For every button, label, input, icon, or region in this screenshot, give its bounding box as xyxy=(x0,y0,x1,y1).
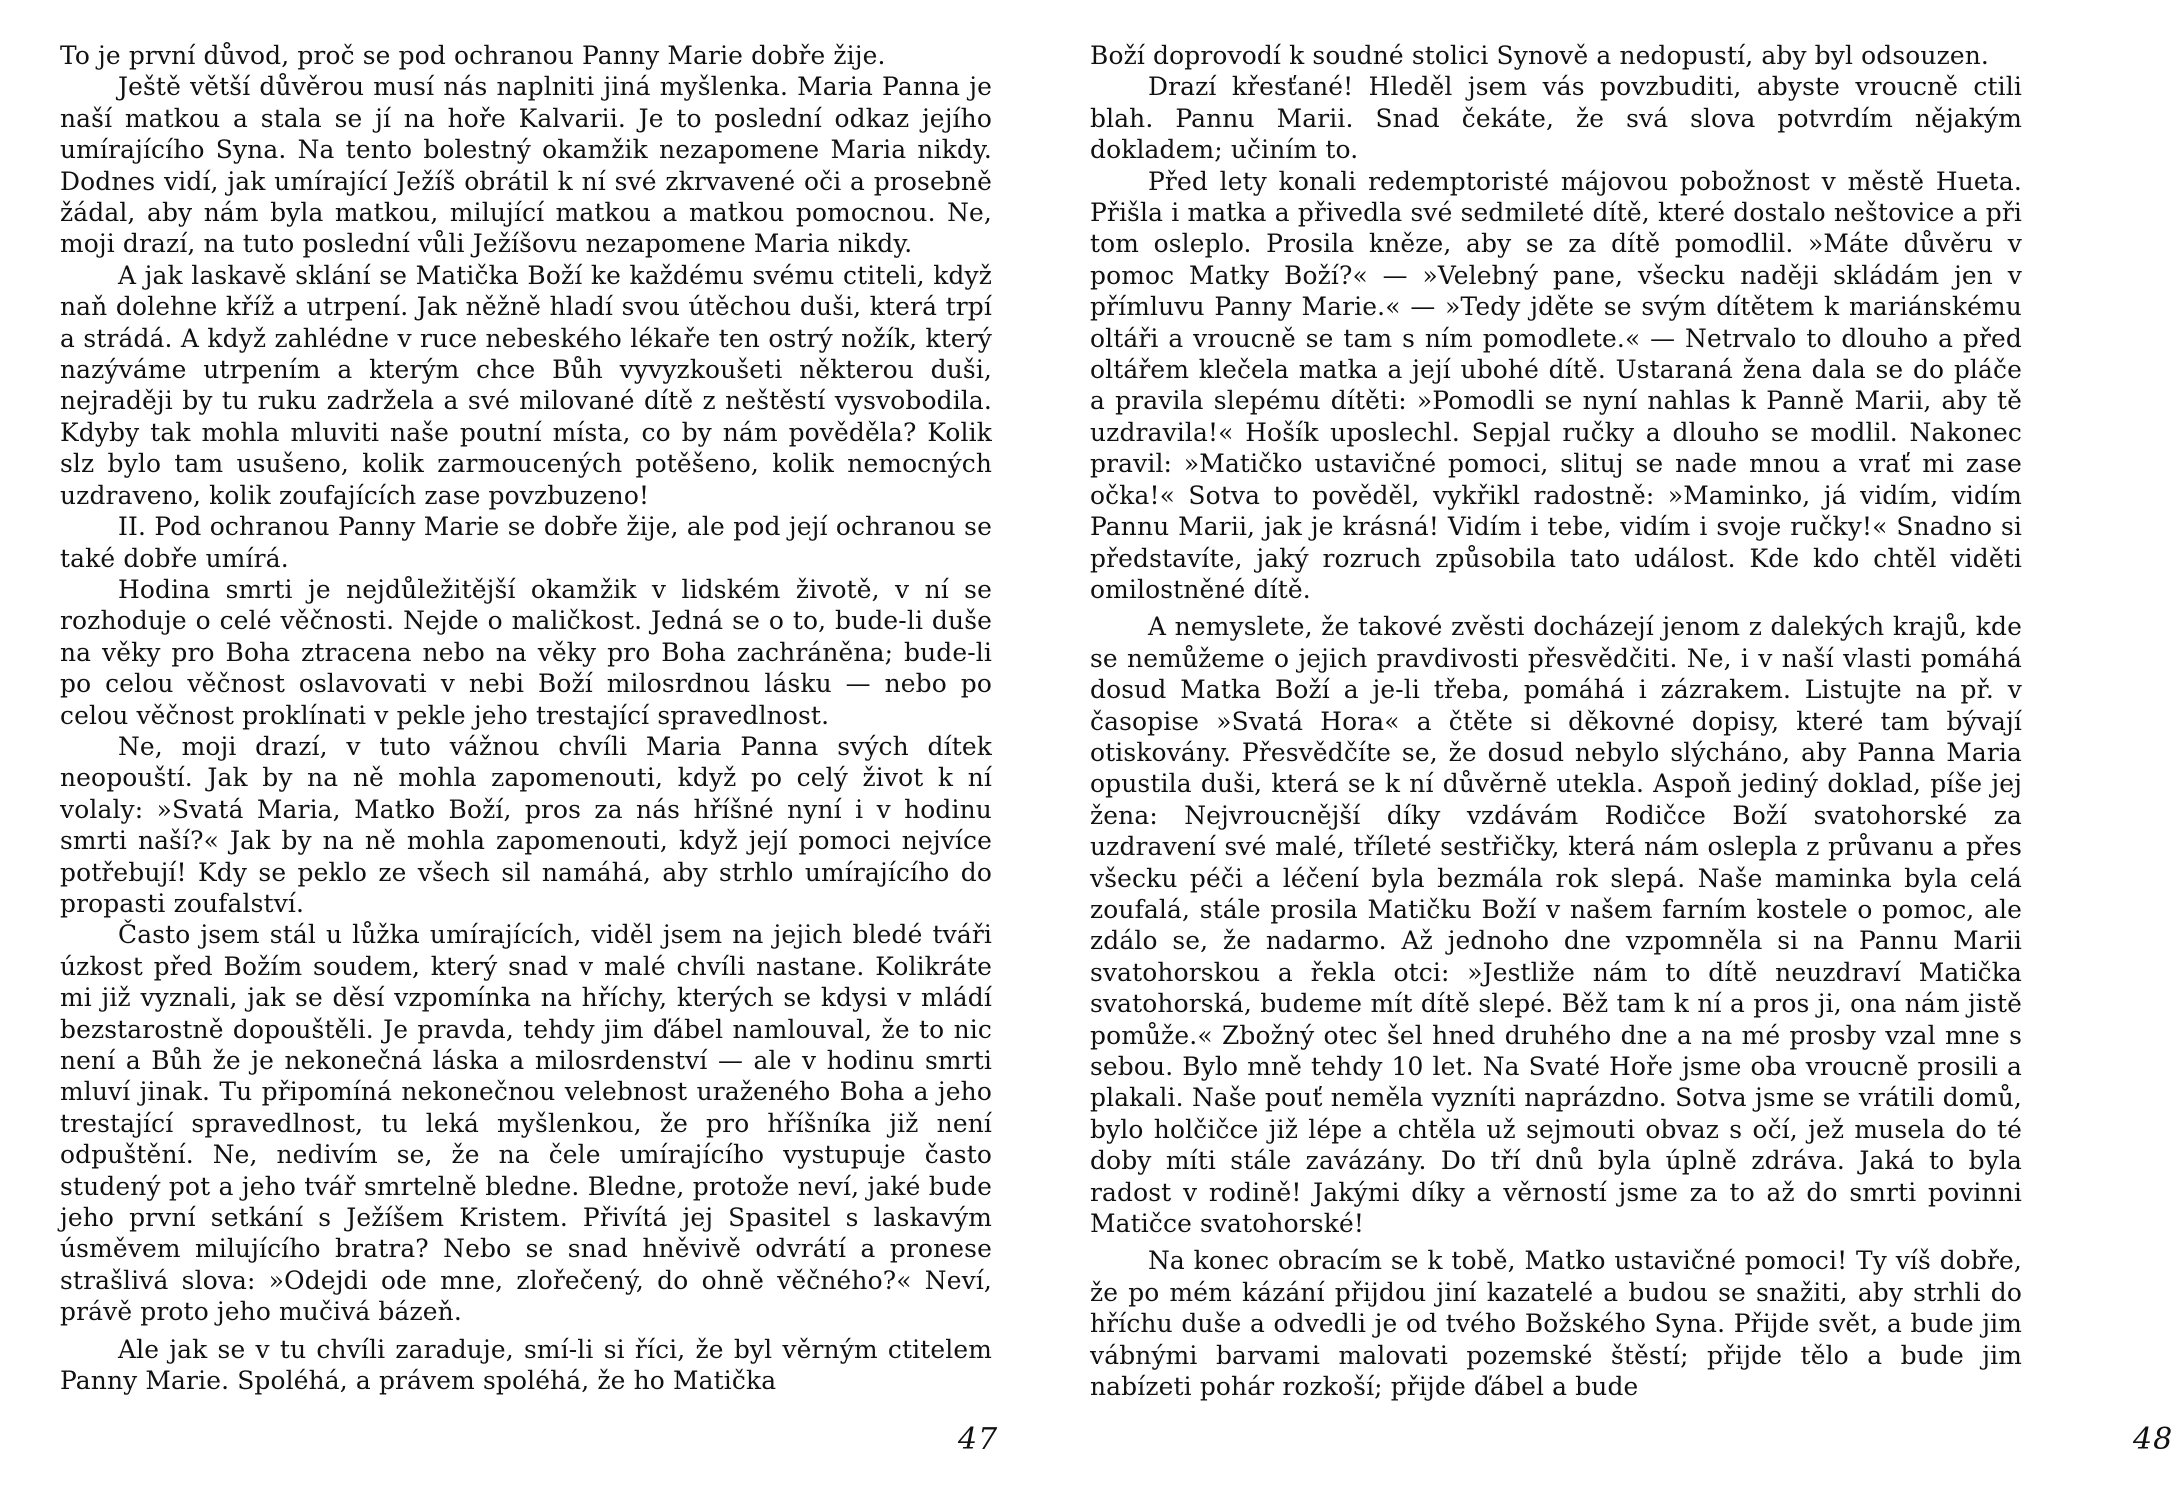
right-page xyxy=(1039,0,2173,1500)
page-number: 48 xyxy=(2133,1422,2173,1457)
paragraph: Na konec obracím se k tobě, Matko ustavičné pomoci! Ty víš dobře, že po mém kázání přijdou jiní kazatelé a budou se snažiti, aby strhli do hříchu duše a odvedli je od tvého Božského Syna. Přijde svět, a bude jim vábnými barvami malovati pozemské štěstí; přijde tělo a bude jim nabízeti pohár rozkoší; přijde ďábel a bude xyxy=(1090,1246,2022,1402)
paragraph: A jak laskavě sklání se Matička Boží ke každému svému ctiteli, když naň dolehne kříž a utrpení. Jak něžně hladí svou útěchou duši, která trpí a strádá. A když zahlédne v ruce nebeského lékaře ten ostrý nožík, který nazýváme utrpením a kterým chce Bůh vyvyzkoušeti některou duši, nejraději by tu ruku zadržela a své milované dítě z neštěstí vysvobodila. Kdyby tak mohla mluviti naše poutní místa, co by nám pověděla? Kolik slz bylo tam usušeno, kolik zarmoucených potěšeno, kolik nemocných uzdraveno, kolik zoufajících zase povzbuzeno! xyxy=(60,260,992,510)
paragraph: Často jsem stál u lůžka umírajících, viděl jsem na jejich bledé tváři úzkost před Božím soudem, který snad v malé chvíli nastane. Kolikráte mi již vyznali, jak se děsí vzpomínka na hříchy, kterých se kdysi v mládí bezstarostně dopouštěli. Je pravda, tehdy jim ďábel namlouval, že to nic není a Bůh že je nekonečná láska a milosrdenství — ale v hodinu smrti mluví jinak. Tu připomíná nekonečnou velebnost uraženého Boha a jeho trestající spravedlnost, tu leká myšlenkou, že pro hříšníka již není odpuštění. Ne, nedivím se, že na čele umírajícího vystupuje často studený pot a jeho tvář smrtelně bledne. Bledne, protože neví, jaké bude jeho první setkání s Ježíšem Kristem. Přivítá jej Spasitel s laskavým úsměvem milujícího bratra? Nebo se snad hněvivě odvrátí a pronese strašlivá slova: »Odejdi ode mne, zlořečený, do ohně věčného?« Neví, právě proto jeho mučivá bázeň. xyxy=(60,920,992,1327)
paragraph: Hodina smrti je nejdůležitější okamžik v lidském životě, v ní se rozhoduje o celé věčnosti. Nejde o maličkost. Jedná se o to, bude-li duše na věky pro Boha ztracena nebo na věky pro Boha zachráněna; bude-li po celou věčnost oslavovati v nebi Boží milosrdnou lásku — nebo po celou věčnost proklínati v pekle jeho trestající spravedlnost. xyxy=(60,574,992,730)
left-page-text xyxy=(60,40,992,1396)
right-page-text xyxy=(1090,40,2022,1402)
paragraph: II. Pod ochranou Panny Marie se dobře žije, ale pod její ochranou se také dobře umírá. xyxy=(60,512,992,573)
paragraph: Ještě větší důvěrou musí nás naplniti jiná myšlenka. Maria Panna je naší matkou a stala se jí na hoře Kalvarii. Je to poslední odkaz jejího umírajícího Syna. Na tento bolestný okamžik nezapomene Maria nikdy. Dodnes vidí, jak umírající Ježíš obrátil k ní své zkrvavené oči a prosebně žádal, aby nám byla matkou, milující matkou a matkou pomocnou. Ne, moji drazí, na tuto poslední vůli Ježíšovu nezapomene Maria nikdy. xyxy=(60,72,992,259)
page-number: 47 xyxy=(958,1422,999,1457)
paragraph: A nemyslete, že takové zvěsti docházejí jenom z dalekých krajů, kde se nemůžeme o jejich pravdivosti přesvědčiti. Ne, i v naší vlasti pomáhá dosud Matka Boží a je-li třeba, pomáhá i zázrakem. Listujte na př. v časopise »Svatá Hora« a čtěte si děkovné dopisy, které tam bývají otiskovány. Přesvědčíte se, že dosud nebylo slýcháno, aby Panna Maria opustila duši, která se k ní důvěrně utekla. Aspoň jediný doklad, píše jej žena: Nejvroucnější díky vzdávám Rodičce Boží svatohorské za uzdravení své malé, tříleté sestřičky, která nám oslepla z průvanu a přes všecku péči a léčení byla bezmála rok slepá. Naše maminka byla celá zoufalá, stále prosila Matičku Boží v našem farním kostele o pomoc, ale zdálo se, že nadarmo. Až jednoho dne vzpomněla si na Pannu Marii svatohorskou a řekla otci: »Jestliže nám to dítě neuzdraví Matička svatohorská, budeme mít dítě slepé. Běž tam k ní a pros ji, ona nám jistě pomůže.« Zbožný otec šel hned druhého dne a na mé prosby vzal mne s sebou. Bylo mně tehdy 10 let. Na Svaté Hoře jsme oba vroucně prosili a plakali. Naše pouť neměla vyzníti naprázdno. Sotva jsme se vrátili domů, bylo holčičce již lépe a chtěla už sejmouti obvaz s očí, jež musela do té doby míti stále zavázány. Do tří dnů byla úplně zdráva. Jaká to byla radost v rodině! Jakými díky a věrností jsme za to až do smrti povinni Matičce svatohorské! xyxy=(1090,612,2022,1239)
paragraph: Ne, moji drazí, v tuto vážnou chvíli Maria Panna svých dítek neopouští. Jak by na ně mohla zapomenouti, když po celý život k ní volaly: »Svatá Maria, Matko Boží, pros za nás hříšné nyní i v hodinu smrti naší?« Jak by na ně mohla zapomenouti, když její pomoci nejvíce potřebují! Kdy se peklo ze všech sil namáhá, aby strhlo umírajícího do propasti zoufalství. xyxy=(60,731,992,918)
paragraph: To je první důvod, proč se pod ochranou Panny Marie dobře žije. xyxy=(60,41,886,70)
paragraph: Ale jak se v tu chvíli zaraduje, smí-li si říci, že byl věrným ctitelem Panny Marie. Spoléhá, a právem spoléhá, že ho Matička xyxy=(60,1334,992,1396)
left-page xyxy=(0,0,1039,1500)
paragraph: Boží doprovodí k soudné stolici Synově a nedopustí, aby byl odsouzen. xyxy=(1090,41,1989,70)
paragraph: Před lety konali redemptoristé májovou pobožnost v městě Hueta. Přišla i matka a přivedla své sedmileté dítě, které dostalo neštovice a při tom osleplo. Prosila kněze, aby se za dítě pomodlil. »Máte důvěru v pomoc Matky Boží?« — »Velebný pane, všecku naději skládám jen v přímluvu Panny Marie.« — »Tedy jděte se svým dítětem k mariánskému oltáři a vroucně se tam s ním pomodlete.« — Netrvalo to dlouho a před oltářem klečela matka a její ubohé dítě. Ustaraná žena dala se do pláče a pravila slepému dítěti: »Pomodli se nyní nahlas k Panně Marii, aby tě uzdravila!« Hošík uposlechl. Sepjal ručky a dlouho se modlil. Nakonec pravil: »Matičko ustavičné pomoci, slituj se nade mnou a vrať mi zase očka!« Sotva to pověděl, vykřikl radostně: »Maminko, já vidím, vidím Pannu Marii, jak je krásná! Vidím i tebe, vidím i svoje ručky!« Snadno si představíte, jaký rozruch způsobila tato událost. Kde kdo chtěl viděti omilostněné dítě. xyxy=(1090,166,2022,604)
paragraph: Drazí křesťané! Hleděl jsem vás povzbuditi, abyste vroucně ctili blah. Pannu Marii. Snad čekáte, že svá slova potvrdím nějakým dokladem; učiním to. xyxy=(1090,72,2022,165)
